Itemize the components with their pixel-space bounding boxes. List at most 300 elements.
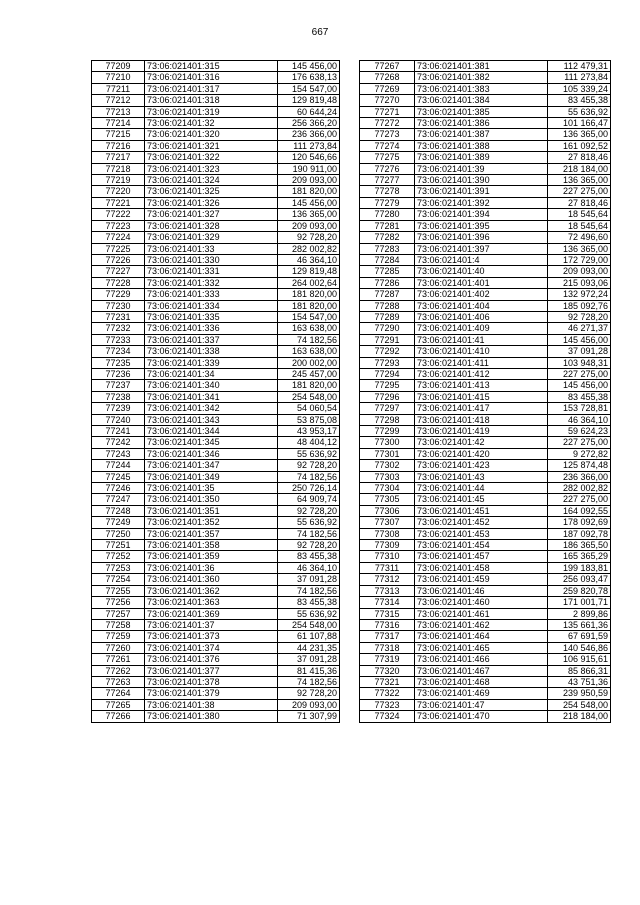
row-number: 77295 [360,380,415,391]
cadastral-number: 73:06:021401:378 [145,676,278,687]
cadastral-value: 43 953,17 [278,426,340,437]
table-row [360,220,611,231]
cadastral-value: 163 638,00 [278,346,340,357]
cadastral-number: 73:06:021401:381 [415,61,548,72]
cadastral-number: 73:06:021401:35 [145,483,278,494]
cadastral-value: 125 874,48 [548,460,611,471]
cadastral-value: 2 899,86 [548,608,611,619]
cadastral-number: 73:06:021401:390 [415,175,548,186]
row-number: 77217 [92,152,145,163]
table-row [92,619,340,630]
cadastral-value: 236 366,00 [278,129,340,140]
cadastral-number: 73:06:021401:423 [415,460,548,471]
cadastral-value: 245 457,00 [278,368,340,379]
table-row [92,311,340,322]
table-row [92,72,340,83]
cadastral-value: 111 273,84 [548,72,611,83]
row-number: 77244 [92,460,145,471]
cadastral-value: 74 182,56 [278,334,340,345]
row-number: 77276 [360,163,415,174]
cadastral-number: 73:06:021401:360 [145,574,278,585]
table-row [92,380,340,391]
row-number: 77210 [92,72,145,83]
cadastral-value: 145 456,00 [548,380,611,391]
row-number: 77279 [360,197,415,208]
row-number: 77315 [360,608,415,619]
cadastral-number: 73:06:021401:469 [415,688,548,699]
cadastral-value: 74 182,56 [278,585,340,596]
row-number: 77313 [360,585,415,596]
table-row [92,574,340,585]
row-number: 77215 [92,129,145,140]
cadastral-value: 227 275,00 [548,186,611,197]
register-table-left [91,60,340,723]
table-row [92,608,340,619]
table-row [360,403,611,414]
row-number: 77287 [360,289,415,300]
register-table-right [359,60,611,723]
table-row [360,642,611,653]
cadastral-number: 73:06:021401:352 [145,517,278,528]
cadastral-number: 73:06:021401:392 [415,197,548,208]
row-number: 77319 [360,654,415,665]
table-row [360,243,611,254]
table-row [360,175,611,186]
cadastral-value: 136 365,00 [548,129,611,140]
table-row [360,106,611,117]
cadastral-value: 60 644,24 [278,106,340,117]
table-row [360,266,611,277]
row-number: 77322 [360,688,415,699]
cadastral-number: 73:06:021401:391 [415,186,548,197]
row-number: 77247 [92,494,145,505]
cadastral-value: 55 636,92 [548,106,611,117]
register-table-right-body [360,61,611,723]
cadastral-value: 83 455,38 [548,391,611,402]
table-row [92,220,340,231]
row-number: 77220 [92,186,145,197]
table-row [92,448,340,459]
table-row [92,289,340,300]
row-number: 77269 [360,83,415,94]
row-number: 77321 [360,676,415,687]
table-row [360,460,611,471]
cadastral-number: 73:06:021401:41 [415,334,548,345]
row-number: 77294 [360,368,415,379]
table-row [92,106,340,117]
cadastral-number: 73:06:021401:385 [415,106,548,117]
row-number: 77263 [92,676,145,687]
table-row [92,391,340,402]
table-row [360,118,611,129]
table-row [92,277,340,288]
cadastral-value: 9 272,82 [548,448,611,459]
row-number: 77280 [360,209,415,220]
table-row [360,471,611,482]
row-number: 77308 [360,528,415,539]
row-number: 77318 [360,642,415,653]
cadastral-number: 73:06:021401:401 [415,277,548,288]
row-number: 77270 [360,95,415,106]
row-number: 77290 [360,323,415,334]
table-row [360,426,611,437]
row-number: 77311 [360,562,415,573]
table-row [360,688,611,699]
table-row [92,175,340,186]
cadastral-number: 73:06:021401:396 [415,232,548,243]
table-row [360,585,611,596]
row-number: 77298 [360,414,415,425]
row-number: 77305 [360,494,415,505]
row-number: 77284 [360,254,415,265]
cadastral-number: 73:06:021401:335 [145,311,278,322]
table-row [360,61,611,72]
row-number: 77301 [360,448,415,459]
row-number: 77268 [360,72,415,83]
cadastral-value: 103 948,31 [548,357,611,368]
cadastral-number: 73:06:021401:406 [415,311,548,322]
cadastral-number: 73:06:021401:387 [415,129,548,140]
cadastral-number: 73:06:021401:39 [415,163,548,174]
cadastral-number: 73:06:021401:38 [145,699,278,710]
cadastral-number: 73:06:021401:347 [145,460,278,471]
row-number: 77216 [92,140,145,151]
cadastral-value: 72 496,60 [548,232,611,243]
row-number: 77245 [92,471,145,482]
cadastral-value: 199 183,81 [548,562,611,573]
cadastral-value: 83 455,38 [548,95,611,106]
row-number: 77292 [360,346,415,357]
row-number: 77304 [360,483,415,494]
cadastral-number: 73:06:021401:377 [145,665,278,676]
row-number: 77272 [360,118,415,129]
table-row [360,540,611,551]
table-row [360,95,611,106]
row-number: 77218 [92,163,145,174]
cadastral-number: 73:06:021401:351 [145,505,278,516]
table-row [360,289,611,300]
cadastral-number: 73:06:021401:453 [415,528,548,539]
row-number: 77260 [92,642,145,653]
row-number: 77230 [92,300,145,311]
cadastral-number: 73:06:021401:341 [145,391,278,402]
cadastral-number: 73:06:021401:332 [145,277,278,288]
row-number: 77239 [92,403,145,414]
cadastral-number: 73:06:021401:344 [145,426,278,437]
table-row [92,460,340,471]
table-row [360,163,611,174]
cadastral-number: 73:06:021401:334 [145,300,278,311]
cadastral-number: 73:06:021401:374 [145,642,278,653]
cadastral-value: 186 365,50 [548,540,611,551]
table-row [92,688,340,699]
cadastral-number: 73:06:021401:470 [415,711,548,722]
row-number: 77241 [92,426,145,437]
cadastral-value: 55 636,92 [278,608,340,619]
cadastral-value: 92 728,20 [278,232,340,243]
cadastral-number: 73:06:021401:458 [415,562,548,573]
table-row [360,277,611,288]
table-row [360,608,611,619]
row-number: 77226 [92,254,145,265]
cadastral-value: 181 820,00 [278,186,340,197]
cadastral-value: 46 364,10 [278,254,340,265]
cadastral-number: 73:06:021401:336 [145,323,278,334]
table-row [92,152,340,163]
cadastral-number: 73:06:021401:331 [145,266,278,277]
table-row [92,266,340,277]
cadastral-number: 73:06:021401:461 [415,608,548,619]
row-number: 77232 [92,323,145,334]
cadastral-value: 18 545,64 [548,220,611,231]
row-number: 77234 [92,346,145,357]
cadastral-number: 73:06:021401:394 [415,209,548,220]
cadastral-value: 172 729,00 [548,254,611,265]
cadastral-number: 73:06:021401:340 [145,380,278,391]
cadastral-number: 73:06:021401:322 [145,152,278,163]
row-number: 77267 [360,61,415,72]
row-number: 77264 [92,688,145,699]
cadastral-value: 171 001,71 [548,597,611,608]
cadastral-value: 227 275,00 [548,437,611,448]
table-row [360,357,611,368]
cadastral-value: 27 818,46 [548,197,611,208]
cadastral-number: 73:06:021401:342 [145,403,278,414]
table-row [360,254,611,265]
cadastral-value: 37 091,28 [278,574,340,585]
table-row [360,551,611,562]
table-row [360,665,611,676]
table-row [360,232,611,243]
cadastral-number: 73:06:021401:40 [415,266,548,277]
table-row [92,471,340,482]
row-number: 77278 [360,186,415,197]
row-number: 77223 [92,220,145,231]
table-row [92,562,340,573]
table-row [360,152,611,163]
table-row [360,631,611,642]
table-row [92,300,340,311]
row-number: 77309 [360,540,415,551]
cadastral-value: 264 002,64 [278,277,340,288]
row-number: 77302 [360,460,415,471]
table-row [360,437,611,448]
cadastral-value: 164 092,55 [548,505,611,516]
cadastral-value: 92 728,20 [278,460,340,471]
cadastral-number: 73:06:021401:357 [145,528,278,539]
cadastral-value: 106 915,61 [548,654,611,665]
row-number: 77303 [360,471,415,482]
cadastral-number: 73:06:021401:317 [145,83,278,94]
cadastral-number: 73:06:021401:44 [415,483,548,494]
cadastral-value: 71 307,99 [278,711,340,722]
row-number: 77312 [360,574,415,585]
cadastral-number: 73:06:021401:42 [415,437,548,448]
cadastral-value: 44 231,35 [278,642,340,653]
cadastral-value: 181 820,00 [278,300,340,311]
table-row [92,163,340,174]
cadastral-value: 145 456,00 [278,197,340,208]
row-number: 77219 [92,175,145,186]
table-row [360,209,611,220]
cadastral-number: 73:06:021401:47 [415,699,548,710]
row-number: 77297 [360,403,415,414]
table-row [360,414,611,425]
cadastral-number: 73:06:021401:325 [145,186,278,197]
cadastral-value: 67 691,59 [548,631,611,642]
row-number: 77214 [92,118,145,129]
cadastral-number: 73:06:021401:350 [145,494,278,505]
table-row [360,72,611,83]
cadastral-number: 73:06:021401:466 [415,654,548,665]
cadastral-value: 136 365,00 [278,209,340,220]
cadastral-number: 73:06:021401:380 [145,711,278,722]
cadastral-number: 73:06:021401:329 [145,232,278,243]
cadastral-value: 209 093,00 [278,220,340,231]
cadastral-number: 73:06:021401:411 [415,357,548,368]
row-number: 77248 [92,505,145,516]
cadastral-number: 73:06:021401:388 [415,140,548,151]
table-row [92,118,340,129]
cadastral-value: 227 275,00 [548,494,611,505]
row-number: 77281 [360,220,415,231]
row-number: 77229 [92,289,145,300]
table-row [360,311,611,322]
row-number: 77324 [360,711,415,722]
row-number: 77254 [92,574,145,585]
row-number: 77249 [92,517,145,528]
cadastral-number: 73:06:021401:468 [415,676,548,687]
row-number: 77288 [360,300,415,311]
cadastral-value: 190 911,00 [278,163,340,174]
cadastral-value: 83 455,38 [278,597,340,608]
table-row [360,346,611,357]
row-number: 77243 [92,448,145,459]
cadastral-number: 73:06:021401:412 [415,368,548,379]
cadastral-number: 73:06:021401:37 [145,619,278,630]
cadastral-value: 111 273,84 [278,140,340,151]
cadastral-number: 73:06:021401:402 [415,289,548,300]
row-number: 77235 [92,357,145,368]
cadastral-number: 73:06:021401:404 [415,300,548,311]
row-number: 77246 [92,483,145,494]
table-row [92,83,340,94]
cadastral-value: 259 820,78 [548,585,611,596]
row-number: 77314 [360,597,415,608]
cadastral-value: 200 002,00 [278,357,340,368]
cadastral-value: 165 365,29 [548,551,611,562]
cadastral-number: 73:06:021401:417 [415,403,548,414]
cadastral-number: 73:06:021401:454 [415,540,548,551]
row-number: 77227 [92,266,145,277]
cadastral-value: 37 091,28 [278,654,340,665]
cadastral-value: 209 093,00 [278,699,340,710]
table-row [92,403,340,414]
row-number: 77306 [360,505,415,516]
cadastral-value: 282 002,82 [548,483,611,494]
cadastral-value: 145 456,00 [548,334,611,345]
row-number: 77285 [360,266,415,277]
table-row [360,368,611,379]
table-row [92,676,340,687]
row-number: 77257 [92,608,145,619]
cadastral-number: 73:06:021401:409 [415,323,548,334]
cadastral-number: 73:06:021401:328 [145,220,278,231]
cadastral-value: 187 092,78 [548,528,611,539]
cadastral-number: 73:06:021401:320 [145,129,278,140]
cadastral-value: 132 972,24 [548,289,611,300]
table-row [92,368,340,379]
table-row [92,346,340,357]
row-number: 77224 [92,232,145,243]
cadastral-number: 73:06:021401:346 [145,448,278,459]
row-number: 77277 [360,175,415,186]
cadastral-number: 73:06:021401:323 [145,163,278,174]
cadastral-number: 73:06:021401:397 [415,243,548,254]
table-row [360,494,611,505]
cadastral-value: 163 638,00 [278,323,340,334]
cadastral-number: 73:06:021401:338 [145,346,278,357]
cadastral-number: 73:06:021401:34 [145,368,278,379]
cadastral-value: 136 365,00 [548,243,611,254]
cadastral-value: 92 728,20 [278,540,340,551]
table-row [92,186,340,197]
table-row [360,129,611,140]
cadastral-number: 73:06:021401:362 [145,585,278,596]
cadastral-number: 73:06:021401:457 [415,551,548,562]
table-row [92,414,340,425]
cadastral-value: 185 092,76 [548,300,611,311]
table-row [360,654,611,665]
table-row [92,95,340,106]
row-number: 77299 [360,426,415,437]
cadastral-value: 181 820,00 [278,380,340,391]
row-number: 77293 [360,357,415,368]
cadastral-value: 145 456,00 [278,61,340,72]
row-number: 77296 [360,391,415,402]
table-row [360,391,611,402]
table-row [360,483,611,494]
table-row [92,540,340,551]
row-number: 77237 [92,380,145,391]
row-number: 77317 [360,631,415,642]
table-row [92,437,340,448]
cadastral-number: 73:06:021401:337 [145,334,278,345]
table-row [360,711,611,722]
cadastral-number: 73:06:021401:419 [415,426,548,437]
cadastral-value: 37 091,28 [548,346,611,357]
row-number: 77250 [92,528,145,539]
cadastral-number: 73:06:021401:327 [145,209,278,220]
table-row [92,597,340,608]
table-row [92,654,340,665]
row-number: 77251 [92,540,145,551]
cadastral-value: 227 275,00 [548,368,611,379]
cadastral-number: 73:06:021401:451 [415,505,548,516]
row-number: 77258 [92,619,145,630]
cadastral-value: 254 548,00 [278,391,340,402]
cadastral-value: 282 002,82 [278,243,340,254]
cadastral-value: 176 638,13 [278,72,340,83]
cadastral-number: 73:06:021401:384 [415,95,548,106]
row-number: 77273 [360,129,415,140]
cadastral-value: 46 364,10 [548,414,611,425]
cadastral-value: 209 093,00 [278,175,340,186]
row-number: 77289 [360,311,415,322]
cadastral-number: 73:06:021401:379 [145,688,278,699]
table-row [92,232,340,243]
cadastral-value: 74 182,56 [278,471,340,482]
